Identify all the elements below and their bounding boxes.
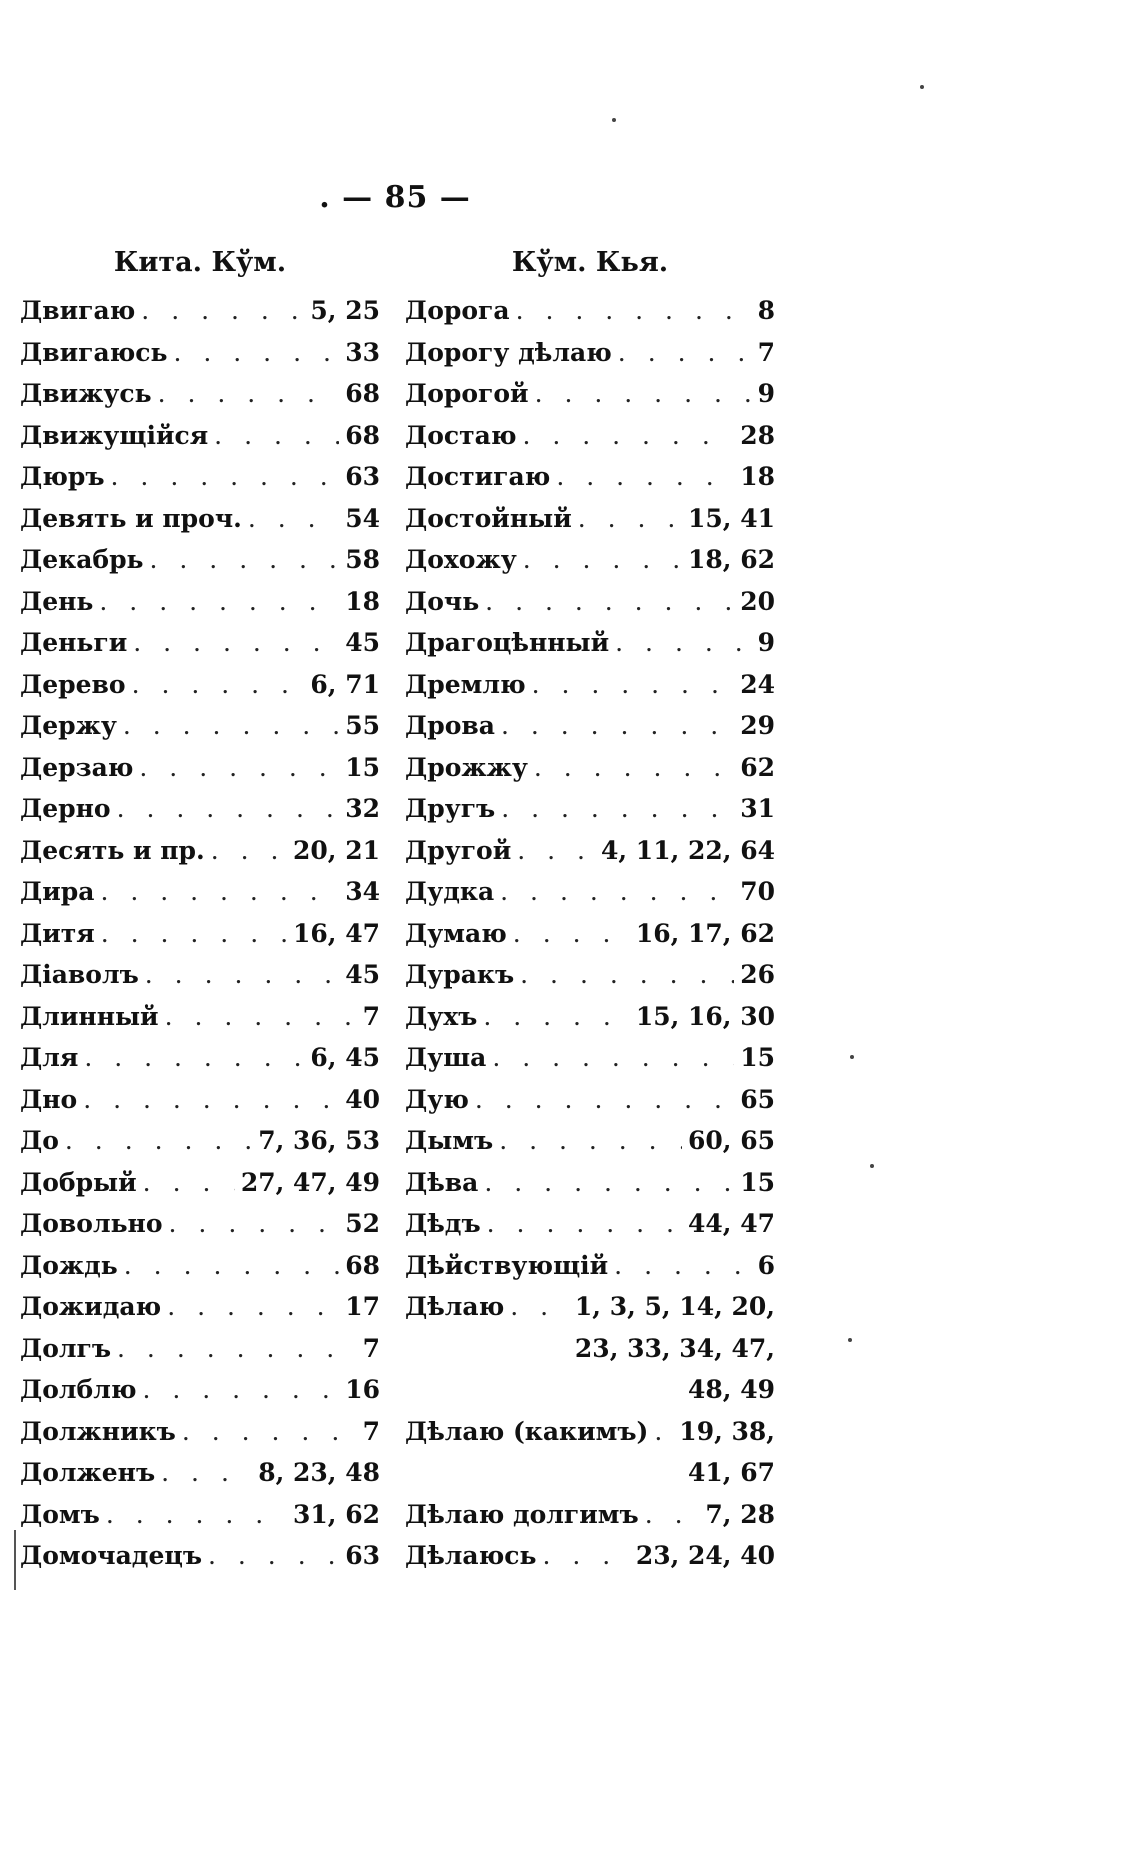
dot-leader [475, 1079, 734, 1121]
index-entry [405, 1535, 775, 1577]
index-entry [405, 996, 775, 1038]
entry-pages: 68 [345, 379, 380, 408]
dot-leader [158, 373, 340, 415]
entry-pages: 5, 25 [310, 296, 380, 325]
dot-leader [500, 871, 734, 913]
dot-leader [100, 871, 339, 913]
entry-pages: 70 [740, 877, 775, 906]
entry-word: Движусь [20, 379, 152, 408]
entry-pages: 19, 38, [679, 1416, 775, 1446]
index-entry [20, 705, 380, 747]
entry-pages: 15, 41 [688, 503, 775, 533]
entry-word: Дрова [405, 711, 495, 740]
entry-word: Довольно [20, 1209, 163, 1238]
index-entry [20, 664, 380, 706]
index-entry [405, 622, 775, 664]
entry-word: Добрый [20, 1167, 137, 1197]
entry-word: Должникъ [20, 1416, 176, 1446]
ink-speck [850, 1055, 854, 1059]
index-entry [405, 913, 775, 955]
dot-leader [523, 539, 682, 581]
entry-pages: 41, 67 [688, 1458, 775, 1487]
entry-word: Дочь [405, 586, 480, 616]
index-entry [20, 415, 380, 457]
entry-pages: 6 [757, 1250, 775, 1280]
entry-pages: 9 [757, 628, 775, 657]
entry-pages: 20 [740, 586, 775, 616]
index-entry [405, 830, 775, 872]
entry-word: Дремлю [405, 669, 526, 699]
dot-leader [542, 1535, 629, 1577]
entry-pages: 16 [345, 1375, 380, 1404]
entry-pages: 15 [740, 1043, 775, 1072]
entry-word: Діаволъ [20, 960, 139, 989]
index-entry [20, 373, 380, 415]
entry-pages: 52 [345, 1209, 380, 1238]
entry-word: Дерно [20, 794, 111, 823]
index-entry [405, 332, 775, 374]
entry-pages: 24 [740, 669, 775, 699]
dot-leader [535, 373, 752, 415]
entry-pages: 17 [345, 1292, 380, 1321]
entry-pages: 45 [345, 960, 380, 989]
entry-word: Дитя [20, 918, 95, 948]
entry-pages: 55 [345, 711, 380, 740]
entry-pages: 15 [740, 1167, 775, 1197]
entry-word: Дѣйствующій [405, 1250, 609, 1280]
dot-leader [124, 1245, 339, 1287]
entry-pages: 18, 62 [688, 545, 775, 574]
entry-pages: 6, 71 [310, 669, 380, 699]
entry-pages: 48, 49 [688, 1375, 775, 1404]
entry-word: Дожидаю [20, 1292, 162, 1321]
dot-leader [139, 747, 339, 789]
entry-pages: 16, 17, 62 [635, 918, 775, 948]
entry-pages: 6, 45 [310, 1043, 380, 1072]
dot-leader [618, 332, 752, 374]
entry-word: Дорогу дѣлаю [405, 337, 612, 367]
entry-pages: 1, 3, 5, 14, 20, [574, 1292, 775, 1321]
entry-word: Дѣлаюсь [405, 1541, 537, 1570]
dot-leader [117, 1328, 357, 1370]
entry-pages: 7 [757, 337, 775, 367]
entry-word: Двигаю [20, 296, 136, 325]
entry-pages: 65 [740, 1084, 775, 1114]
entry-word: Душа [405, 1043, 487, 1072]
entry-pages: 32 [345, 794, 380, 823]
entry-word: Для [20, 1043, 79, 1072]
index-entry [20, 1245, 380, 1287]
entry-word: Дѣва [405, 1167, 479, 1197]
dot-leader [83, 1079, 339, 1121]
entry-pages: 31, 62 [293, 1499, 380, 1529]
entry-pages: 54 [345, 503, 380, 533]
index-entry-continuation [405, 1328, 775, 1370]
index-entry [20, 788, 380, 830]
entry-word: Драгоцѣнный [405, 628, 610, 657]
dot-leader [214, 415, 339, 457]
index-entry [20, 1411, 380, 1453]
index-entry-continuation [405, 1452, 775, 1494]
dot-leader [501, 705, 734, 747]
entry-pages: 8, 23, 48 [258, 1458, 380, 1487]
dot-leader [123, 705, 339, 747]
entry-pages: 27, 47, 49 [240, 1167, 380, 1197]
dot-leader [578, 498, 682, 540]
entry-pages: 9 [757, 379, 775, 408]
entry-list-right [405, 290, 775, 1577]
index-entry [20, 1328, 380, 1370]
entry-pages: 8 [757, 296, 775, 325]
index-entry [405, 290, 775, 332]
entry-word: Деньги [20, 628, 128, 657]
entry-word: Духъ [405, 1001, 478, 1031]
entry-word: Декабрь [20, 545, 144, 574]
entry-pages: 7 [362, 1001, 380, 1031]
entry-pages: 15 [345, 752, 380, 782]
entry-word: Дѣлаю долгимъ [405, 1499, 639, 1529]
entry-pages: 26 [740, 960, 775, 989]
ink-speck [612, 118, 616, 122]
dot-leader [556, 456, 734, 498]
dot-leader [142, 1369, 339, 1411]
index-entry [20, 456, 380, 498]
dot-leader [248, 498, 339, 540]
entry-word: Дымъ [405, 1126, 494, 1155]
dot-leader [143, 1162, 235, 1204]
entry-pages: 7, 36, 53 [258, 1126, 380, 1155]
entry-word: Дорогой [405, 379, 529, 408]
index-entry [405, 373, 775, 415]
entry-pages: 58 [345, 545, 380, 574]
index-entry [20, 1162, 380, 1204]
entry-word: Достойный [405, 503, 572, 533]
entry-pages: 33 [345, 337, 380, 367]
entry-pages: 7, 28 [705, 1499, 775, 1529]
index-entry [405, 1162, 775, 1204]
index-entry [20, 1494, 380, 1536]
entry-pages: 63 [345, 1541, 380, 1570]
dot-leader [654, 1411, 673, 1453]
entry-pages: 40 [345, 1084, 380, 1114]
index-entry [405, 1411, 775, 1453]
dot-leader [165, 996, 357, 1038]
index-entry [20, 581, 380, 623]
dot-leader [111, 456, 340, 498]
entry-word: Дохожу [405, 545, 517, 574]
index-entry [20, 1286, 380, 1328]
entry-pages: 62 [740, 752, 775, 782]
index-entry [20, 1535, 380, 1577]
entry-pages: 20, 21 [293, 835, 380, 865]
ink-speck [870, 1164, 874, 1168]
dot-leader [510, 1286, 569, 1328]
index-entry [405, 415, 775, 457]
index-entry [20, 1079, 380, 1121]
entry-word: Дѣлаю [405, 1292, 505, 1321]
dot-leader [65, 1120, 252, 1162]
dot-leader [532, 664, 735, 706]
entry-word: Думаю [405, 918, 507, 948]
entry-pages: 18 [345, 586, 380, 616]
index-entry [20, 996, 380, 1038]
index-entry [20, 1369, 380, 1411]
entry-word: Держу [20, 711, 117, 740]
dot-leader [501, 788, 734, 830]
dot-leader [169, 1203, 340, 1245]
dot-leader [106, 1494, 287, 1536]
dot-leader [211, 830, 287, 872]
index-entry [405, 1120, 775, 1162]
index-entry [405, 581, 775, 623]
entry-pages: 4, 11, 22, 64 [601, 835, 775, 865]
entry-word: Дюръ [20, 462, 105, 491]
index-entry [405, 456, 775, 498]
index-entry [20, 830, 380, 872]
entry-word: Двигаюсь [20, 337, 168, 367]
dot-leader [99, 581, 339, 623]
dot-leader [145, 954, 339, 996]
index-entry [20, 1452, 380, 1494]
index-entry [405, 539, 775, 581]
index-entry [405, 871, 775, 913]
entry-word: Дудка [405, 877, 495, 906]
entry-word: Дно [20, 1084, 78, 1114]
index-entry [405, 1286, 775, 1328]
index-entry [20, 871, 380, 913]
entry-pages: 16, 47 [293, 918, 380, 948]
dot-leader [141, 290, 304, 332]
entry-word: Долгъ [20, 1333, 112, 1363]
index-entry [20, 332, 380, 374]
entry-word: Другъ [405, 794, 496, 823]
dot-leader [513, 913, 630, 955]
ink-speck [848, 1338, 852, 1342]
margin-rule [14, 1530, 16, 1590]
index-column-left [20, 240, 380, 1577]
index-column-right [405, 240, 775, 1577]
entry-word: Дира [20, 877, 95, 906]
dot-leader [520, 954, 734, 996]
index-entry [405, 954, 775, 996]
entry-word: Десять и пр. [20, 835, 205, 865]
dot-leader [492, 1037, 734, 1079]
dot-leader [517, 830, 595, 872]
entry-pages: 60, 65 [688, 1126, 775, 1155]
dot-leader [487, 1203, 682, 1245]
index-entry [20, 498, 380, 540]
dot-leader [484, 1162, 734, 1204]
index-entry [405, 747, 775, 789]
entry-pages: 44, 47 [688, 1209, 775, 1238]
entry-pages: 68 [345, 1250, 380, 1280]
entry-pages: 18 [740, 462, 775, 491]
entry-word: Движущійся [20, 420, 209, 450]
entry-pages: 29 [740, 711, 775, 740]
entry-word: Дерево [20, 669, 126, 699]
index-entry [20, 539, 380, 581]
entry-list-left [20, 290, 380, 1577]
dot-leader [174, 332, 340, 374]
dot-leader [101, 913, 287, 955]
dot-leader [483, 996, 629, 1038]
entry-word: Домъ [20, 1499, 100, 1529]
entry-pages: 23, 24, 40 [635, 1541, 775, 1570]
entry-word: Достигаю [405, 462, 551, 491]
entry-word: Долблю [20, 1375, 137, 1404]
entry-pages: 31 [740, 794, 775, 823]
index-entry [405, 1037, 775, 1079]
entry-pages: 68 [345, 420, 380, 450]
dot-leader [614, 1245, 751, 1287]
dot-leader [485, 581, 734, 623]
entry-word: Дорога [405, 296, 510, 325]
index-entry [405, 1245, 775, 1287]
index-entry [405, 664, 775, 706]
entry-word: Другой [405, 835, 512, 865]
page-number: . — 85 — [319, 180, 471, 215]
index-entry [405, 1494, 775, 1536]
index-entry [20, 622, 380, 664]
column-header-right: Кўм. Кья. [511, 247, 669, 278]
entry-word: Долженъ [20, 1458, 156, 1487]
index-entry [405, 788, 775, 830]
dot-leader [150, 539, 340, 581]
dot-leader [117, 788, 340, 830]
entry-word: Дуракъ [405, 960, 515, 989]
dot-leader [132, 664, 305, 706]
entry-pages: 28 [740, 420, 775, 450]
index-entry [20, 1037, 380, 1079]
dot-leader [522, 415, 734, 457]
dot-leader [208, 1535, 339, 1577]
entry-word: До [20, 1126, 59, 1155]
entry-word: Дерзаю [20, 752, 134, 782]
entry-pages: 7 [362, 1416, 380, 1446]
index-entry [20, 290, 380, 332]
entry-word: Дую [405, 1084, 469, 1114]
index-entry [20, 1203, 380, 1245]
entry-word: Дрожжу [405, 752, 528, 782]
entry-word: Домочадецъ [20, 1541, 203, 1570]
dot-leader [133, 622, 339, 664]
index-entry [20, 954, 380, 996]
entry-word: Дѣлаю (какимъ) [405, 1416, 649, 1446]
entry-word: Дождь [20, 1250, 118, 1280]
ink-speck [920, 85, 924, 89]
index-entry [20, 747, 380, 789]
dot-leader [645, 1494, 700, 1536]
index-entry [405, 1079, 775, 1121]
dot-leader [499, 1120, 682, 1162]
dot-leader [84, 1037, 304, 1079]
entry-pages: 63 [345, 462, 380, 491]
entry-pages: 15, 16, 30 [635, 1001, 775, 1031]
dot-leader [161, 1452, 252, 1494]
dot-leader [182, 1411, 357, 1453]
index-entry [20, 913, 380, 955]
dot-leader [516, 290, 752, 332]
index-entry [405, 498, 775, 540]
dot-leader [615, 622, 751, 664]
index-entry-continuation [405, 1369, 775, 1411]
entry-word: Девять и проч. [20, 503, 242, 533]
dot-leader [167, 1286, 339, 1328]
entry-pages: 7 [362, 1333, 380, 1363]
index-entry [20, 1120, 380, 1162]
index-entry [405, 705, 775, 747]
entry-word: Длинный [20, 1001, 159, 1031]
entry-word: День [20, 586, 94, 616]
column-header-left: Кита. Кўм. [113, 247, 287, 278]
entry-pages: 23, 33, 34, 47, [574, 1333, 775, 1363]
entry-word: Дѣдъ [405, 1209, 481, 1238]
entry-pages: 45 [345, 628, 380, 657]
dot-leader [534, 747, 734, 789]
index-entry [405, 1203, 775, 1245]
entry-pages: 34 [345, 877, 380, 906]
entry-word: Достаю [405, 420, 517, 450]
